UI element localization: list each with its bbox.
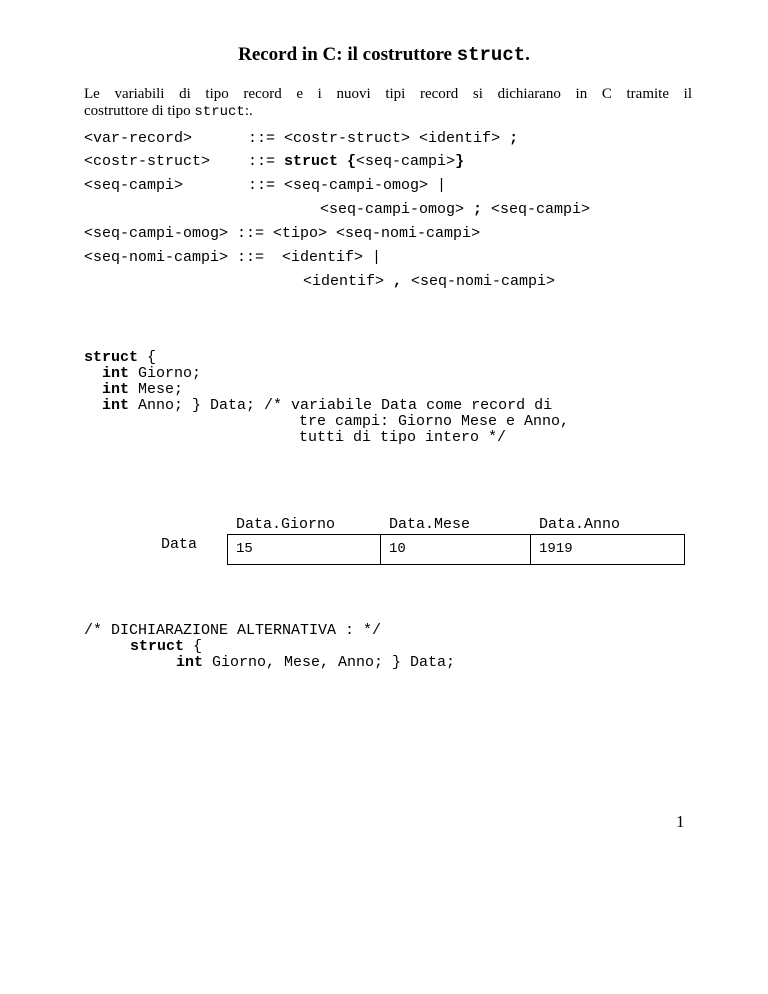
grammar-close-brace: } <box>455 153 465 170</box>
grammar-op: ::= <box>248 153 276 170</box>
intro-line-2-code: struct <box>194 104 245 120</box>
intro-line-1: Le variabili di tipo record e i nuovi tipi record si dichiarano in C tramite il <box>84 86 692 102</box>
grammar-rule-1-text: <costr-struct> <identif> <box>284 130 510 147</box>
record-cell-giorno: 15 <box>228 535 381 564</box>
grammar-rule-3-text: <seq-campi-omog> | <box>284 177 447 194</box>
grammar-rule-5-continuation <box>303 273 555 291</box>
code2-keyword-int: int <box>176 654 204 671</box>
code-comment-line-2: tre campi: Giorno Mese e Anno, <box>299 413 570 430</box>
grammar-rule-2-rhs <box>248 153 464 171</box>
title-period: . <box>525 44 530 65</box>
grammar-rule-5: <seq-nomi-campi> ::= <identif> | <box>84 249 382 266</box>
grammar-semicolon: ; <box>464 201 492 218</box>
code-keyword-struct: struct <box>84 349 139 366</box>
code-comment-line-3: tutti di tipo intero */ <box>299 429 507 446</box>
grammar-rule-2-text: <seq-campi> <box>356 153 456 170</box>
record-header-giorno: Data.Giorno <box>236 516 336 533</box>
code-line-4 <box>102 398 552 413</box>
intro-line-2-end: :. <box>244 103 253 119</box>
code-line-2 <box>102 366 201 381</box>
grammar-rule-3-rhs <box>248 177 446 195</box>
record-cell-mese: 10 <box>381 535 531 564</box>
record-cell-anno: 1919 <box>539 541 573 557</box>
grammar-semicolon: ; <box>509 130 519 147</box>
code2-keyword-struct: struct <box>130 638 185 655</box>
code-field-anno: Anno; } Data; /* variabile Data come record di <box>129 397 553 414</box>
record-header-mese: Data.Mese <box>389 516 471 533</box>
intro-line-2 <box>84 103 692 121</box>
intro-line-2-text: costruttore di tipo <box>84 103 195 119</box>
code2-line-1 <box>130 639 202 654</box>
grammar-comma: , <box>384 273 412 290</box>
code2-brace: { <box>184 638 203 655</box>
code-brace: { <box>138 349 157 366</box>
grammar-rule-1-rhs <box>248 130 518 148</box>
code-keyword-int: int <box>102 365 130 382</box>
grammar-op: ::= <box>248 177 276 194</box>
record-header-anno: Data.Anno <box>539 516 621 533</box>
grammar-rule-3b-a: <seq-campi-omog> <box>320 201 465 218</box>
grammar-op: ::= <box>248 130 276 147</box>
record-table <box>227 534 685 565</box>
grammar-rule-5b-a: <identif> <box>303 273 385 290</box>
code-field-giorno: Giorno; <box>129 365 202 382</box>
title-keyword: struct <box>456 44 526 66</box>
intro-paragraph <box>84 86 692 121</box>
grammar-rule-3-continuation <box>320 201 590 219</box>
code-line-1 <box>84 350 156 365</box>
page-number: 1 <box>676 812 685 831</box>
title-text: Record in C: il costruttore <box>238 44 457 65</box>
code2-comment: /* DICHIARAZIONE ALTERNATIVA : */ <box>84 622 382 639</box>
code2-fields: Giorno, Mese, Anno; } Data; <box>203 654 456 671</box>
grammar-rule-1-lhs: <var-record> <box>84 130 193 147</box>
grammar-struct-keyword: struct { <box>284 153 357 170</box>
grammar-rule-3-lhs: <seq-campi> <box>84 177 184 194</box>
code-keyword-int: int <box>102 397 130 414</box>
page-title <box>0 44 768 66</box>
record-label: Data <box>161 536 198 553</box>
code-line-3 <box>102 382 183 397</box>
code-field-mese: Mese; <box>129 381 184 398</box>
grammar-rule-2-lhs: <costr-struct> <box>84 153 211 170</box>
code-keyword-int: int <box>102 381 130 398</box>
code2-line-2 <box>176 655 455 670</box>
grammar-rule-4: <seq-campi-omog> ::= <tipo> <seq-nomi-campi> <box>84 225 481 242</box>
grammar-rule-3b-b: <seq-campi> <box>491 201 591 218</box>
grammar-rule-5b-b: <seq-nomi-campi> <box>411 273 556 290</box>
